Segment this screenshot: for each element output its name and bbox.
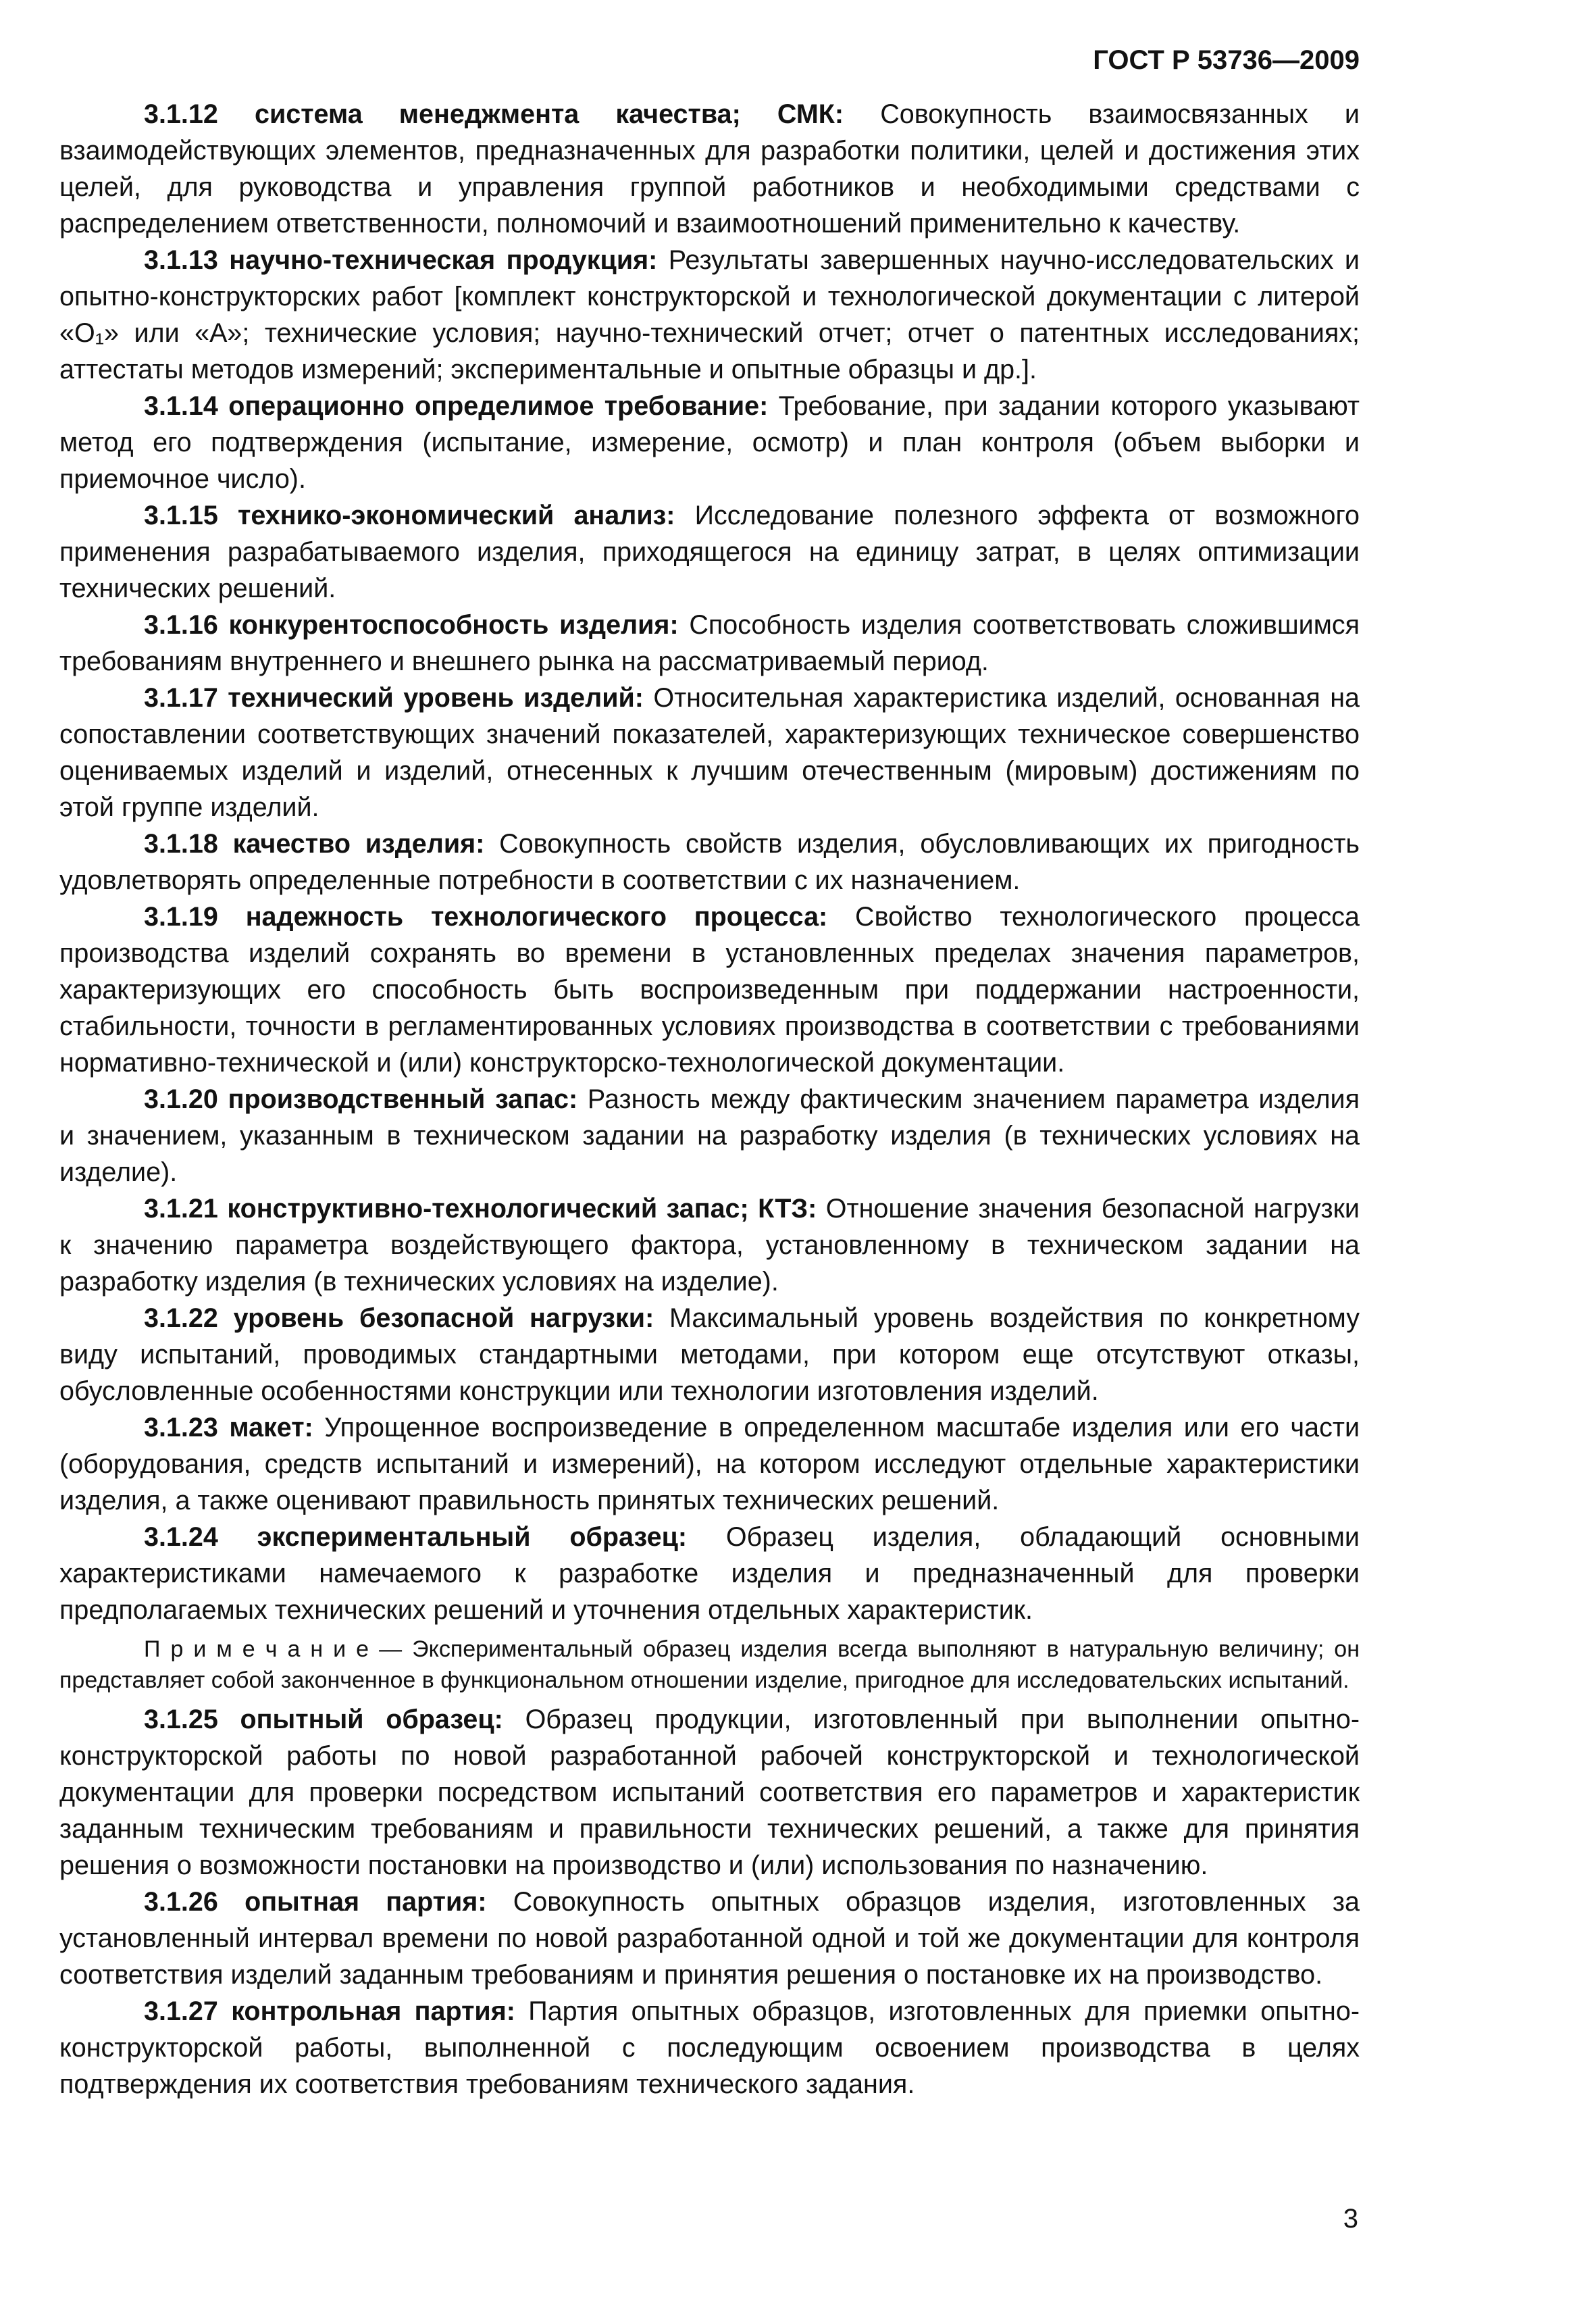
term-paragraph <box>59 497 1360 607</box>
term-paragraph <box>59 1190 1360 1300</box>
term-number: 3.1.21 <box>144 1194 218 1224</box>
term-name: опытный образец: <box>217 1705 503 1734</box>
term-number: 3.1.23 <box>144 1413 218 1442</box>
term-number: 3.1.16 <box>144 610 218 640</box>
term-number: 3.1.22 <box>144 1303 218 1333</box>
term-name: технический уровень изделий: <box>217 683 644 713</box>
term-definition: Упрощенное воспроизведение в определенном масштабе изделия или его части (оборудования, средств испытаний и измерений), на котором исследуют отдельные характеристики изделия, а также оценивают правильность принятых технических решений. <box>59 1413 1360 1515</box>
term-name: опытная партия: <box>217 1887 487 1917</box>
term-definition: Совокупность опытных образцов изделия, изготовленных за установленный интервал времени по новой разработанной одной и той же документации для контроля соответствия изделий заданным требованиям и принятия решения о постановке их на производство. <box>59 1887 1360 1990</box>
term-name: контрольная партия: <box>217 1996 515 2026</box>
term-number: 3.1.18 <box>144 829 218 859</box>
term-name: система менеджмента качества; СМК: <box>217 99 844 129</box>
page-number: 3 <box>1343 2204 1358 2234</box>
term-definition: Свойство технологического процесса производства изделий сохранять во времени в установленных пределах значения параметров, характеризующих его способность быть воспроизведенным при поддержании настроенности, стабильности, точности в регламентированных условиях производства в соответствии с требованиями нормативно-технической и (или) конструкторско-технологической документации. <box>59 902 1360 1078</box>
term-definition: Партия опытных образцов, изготовленных для приемки опытно-конструкторской работы, выполненной с последующим освоением производства в целях подтверждения их соответствия требованиям технического задания. <box>59 1996 1360 2099</box>
terms-section <box>59 96 1360 2103</box>
term-definition: Разность между фактическим значением параметра изделия и значением, указанным в техническом задании на разработку изделия (в технических условиях на изделие). <box>59 1084 1360 1187</box>
term-number: 3.1.19 <box>144 902 218 932</box>
term-paragraph <box>59 1701 1360 1884</box>
term-number: 3.1.26 <box>144 1887 218 1917</box>
term-definition: Максимальный уровень воздействия по конкретному виду испытаний, проводимых стандартными методами, при котором еще отсутствуют отказы, обусловленные особенностями конструкции или технологии изготовления изделий. <box>59 1303 1360 1406</box>
term-paragraph <box>59 1993 1360 2103</box>
term-definition: Образец изделия, обладающий основными характеристиками намечаемого к разработке изделия и предназначенный для проверки предполагаемых технических решений и уточнения отдельных характеристик. <box>59 1522 1360 1625</box>
term-number: 3.1.14 <box>144 391 218 421</box>
term-name: качество изделия: <box>217 829 485 859</box>
term-number: 3.1.15 <box>144 501 218 530</box>
term-number: 3.1.13 <box>144 245 218 275</box>
term-name: технико-экономический анализ: <box>217 501 675 530</box>
term-name: надежность технологического процесса: <box>217 902 828 932</box>
term-paragraph <box>59 1409 1360 1519</box>
term-number: 3.1.20 <box>144 1084 218 1114</box>
term-paragraph <box>59 1081 1360 1190</box>
term-definition: Результаты завершенных научно-исследовательских и опытно-конструкторских работ [комплект конструкторской и технологической документации с литерой «О₁» или «А»; технические условия; научно-технический отчет; отчет о патентных исследованиях; аттестаты методов измерений; экспериментальные и опытные образцы и др.]. <box>59 245 1360 384</box>
doc-code: ГОСТ Р 53736—2009 <box>1093 45 1360 75</box>
term-paragraph <box>59 96 1360 242</box>
term-number: 3.1.27 <box>144 1996 218 2026</box>
term-definition: Совокупность взаимосвязанных и взаимодействующих элементов, предназначенных для разработки политики, целей и достижения этих целей, для руководства и управления группой работников и необходимыми средствами с распределением ответственности, полномочий и взаимоотношений применительно к качеству. <box>59 99 1360 238</box>
term-number: 3.1.24 <box>144 1522 218 1552</box>
term-definition: Способность изделия соответствовать сложившимся требованиям внутреннего и внешнего рынка на рассматриваемый период. <box>59 610 1360 676</box>
term-paragraph <box>59 242 1360 388</box>
term-paragraph <box>59 899 1360 1081</box>
term-number: 3.1.17 <box>144 683 218 713</box>
term-paragraph <box>59 1884 1360 1993</box>
term-definition: Исследование полезного эффекта от возможного применения разрабатываемого изделия, приходящегося на единицу затрат, в целях оптимизации технических решений. <box>59 501 1360 603</box>
term-name: уровень безопасной нагрузки: <box>217 1303 654 1333</box>
term-number: 3.1.12 <box>144 99 218 129</box>
term-definition: Совокупность свойств изделия, обусловливающих их пригодность удовлетворять определенные потребности в соответствии с их назначением. <box>59 829 1360 895</box>
term-paragraph <box>59 607 1360 680</box>
term-definition: Отношение значения безопасной нагрузки к значению параметра воздействующего фактора, установленному в техническом задании на разработку изделия (в технических условиях на изделие). <box>59 1194 1360 1297</box>
term-paragraph <box>59 388 1360 497</box>
note-label: П р и м е ч а н и е <box>144 1636 369 1662</box>
term-name: научно-техническая продукция: <box>217 245 658 275</box>
term-definition: Относительная характеристика изделий, основанная на сопоставлении соответствующих значений показателей, характеризующих техническое совершенство оцениваемых изделий и изделий, отнесенных к лучшим отечественным (мировым) достижениям по этой группе изделий. <box>59 683 1360 822</box>
term-name: макет: <box>217 1413 313 1442</box>
term-name: операционно определимое требование: <box>217 391 769 421</box>
term-definition: Требование, при задании которого указывают метод его подтверждения (испытание, измерение, осмотр) и план контроля (объем выборки и приемочное число). <box>59 391 1360 494</box>
term-paragraph <box>59 1519 1360 1628</box>
term-number: 3.1.25 <box>144 1705 218 1734</box>
term-paragraph <box>59 826 1360 899</box>
note-paragraph <box>59 1634 1360 1696</box>
document-header <box>59 45 1360 76</box>
term-paragraph <box>59 1300 1360 1409</box>
term-name: экспериментальный образец: <box>217 1522 688 1552</box>
term-name: конкурентоспособность изделия: <box>217 610 679 640</box>
term-name: производственный запас: <box>217 1084 578 1114</box>
note-text: — Экспериментальный образец изделия всегда выполняют в натуральную величину; он представляет собой законченное в функциональном отношении изделие, пригодное для исследовательских испытаний. <box>59 1636 1360 1693</box>
term-name: конструктивно-технологический запас; КТЗ: <box>217 1194 817 1224</box>
term-paragraph <box>59 680 1360 826</box>
term-definition: Образец продукции, изготовленный при выполнении опытно-конструкторской работы по новой разработанной рабочей конструкторской и технологической документации для проверки посредством испытаний соответствия его параметров и характеристик заданным техническим требованиям и правильности технических решений, а также для принятия решения о возможности постановки на производство и (или) использования по назначению. <box>59 1705 1360 1880</box>
